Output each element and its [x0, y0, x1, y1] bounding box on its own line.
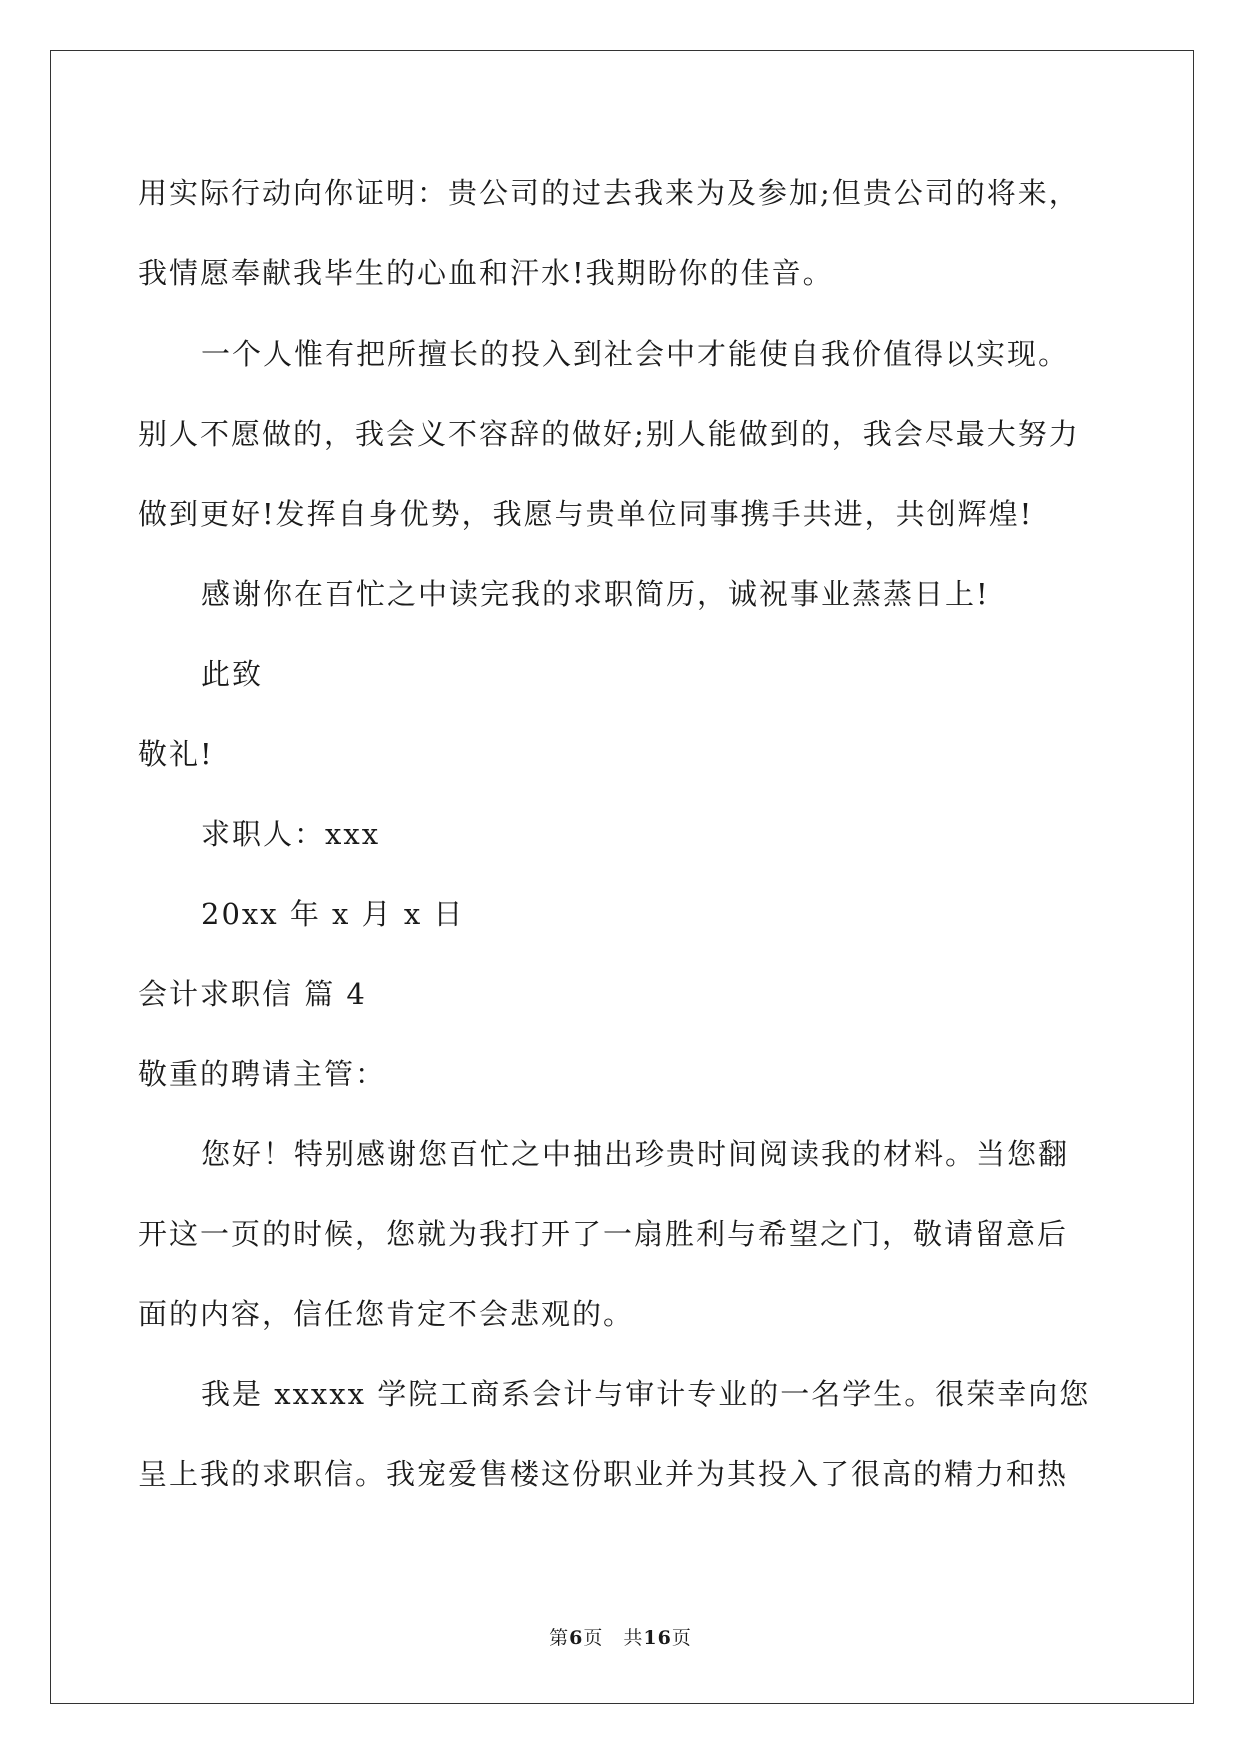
signature-applicant: 求职人：xxx — [201, 817, 381, 851]
paragraph-line-6: 感谢你在百忙之中读完我的求职简历，诚祝事业蒸蒸日上! — [201, 577, 990, 611]
text-line-17: 呈上我的求职信。我宠爱售楼这份职业并为其投入了很高的精力和热 — [138, 1457, 1069, 1491]
footer-total-pages: 16 — [643, 1627, 672, 1649]
footer-mid: 页 共 — [583, 1627, 644, 1649]
section-heading: 会计求职信 篇 4 — [138, 977, 367, 1011]
closing-regards: 敬礼! — [138, 737, 214, 771]
text-line-4: 别人不愿做的，我会义不容辞的做好;别人能做到的，我会尽最大努力 — [138, 417, 1080, 451]
paragraph-line-3: 一个人惟有把所擅长的投入到社会中才能使自我价值得以实现。 — [201, 337, 1070, 371]
text-line-1: 用实际行动向你证明：贵公司的过去我来为及参加;但贵公司的将来， — [138, 176, 1080, 210]
footer-prefix: 第 — [549, 1627, 570, 1649]
paragraph-line-16: 我是 xxxxx 学院工商系会计与审计专业的一名学生。很荣幸向您 — [201, 1377, 1091, 1411]
text-line-15: 面的内容，信任您肯定不会悲观的。 — [138, 1297, 635, 1331]
closing-salutation: 此致 — [201, 657, 264, 691]
paragraph-line-13: 您好！特别感谢您百忙之中抽出珍贵时间阅读我的材料。当您翻 — [201, 1137, 1070, 1171]
footer-current-page: 6 — [569, 1627, 584, 1649]
text-line-14: 开这一页的时候，您就为我打开了一扇胜利与希望之门，敬请留意后 — [138, 1217, 1069, 1251]
letter-greeting: 敬重的聘请主管： — [138, 1057, 387, 1091]
signature-date: 20xx 年 x 月 x 日 — [201, 897, 465, 931]
footer-suffix: 页 — [671, 1627, 692, 1649]
text-line-2: 我情愿奉献我毕生的心血和汗水!我期盼你的佳音。 — [138, 256, 834, 290]
text-line-5: 做到更好!发挥自身优势，我愿与贵单位同事携手共进，共创辉煌! — [138, 497, 1034, 531]
page-footer — [0, 1626, 1241, 1650]
